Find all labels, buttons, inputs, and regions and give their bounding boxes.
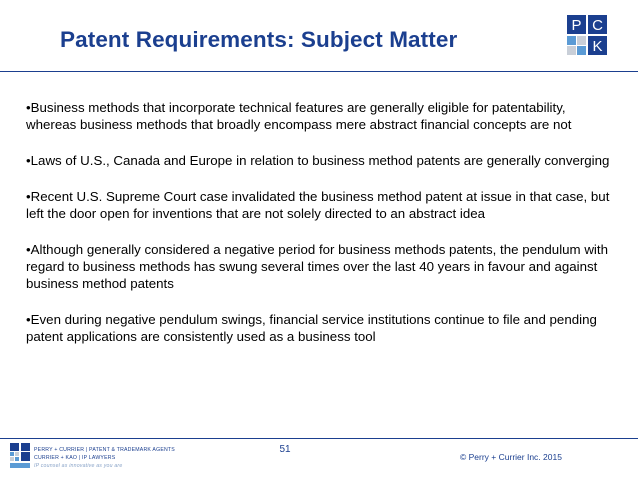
footer-divider: [0, 438, 638, 439]
slide-title: Patent Requirements: Subject Matter: [60, 27, 458, 52]
footer-logo-tile: [15, 452, 19, 456]
footer-logo-bar: [10, 463, 30, 468]
firm-line-1: PERRY + CURRIER | PATENT & TRADEMARK AGENTS: [34, 447, 175, 453]
logo-tile-grey-1: [577, 36, 586, 45]
logo-tile-grey-2: [567, 46, 576, 55]
footer-logo-square-k: [21, 452, 30, 461]
bullet-item: •Laws of U.S., Canada and Europe in relation to business method patents are generally converging: [26, 152, 610, 168]
bullet-item: •Business methods that incorporate technical features are generally eligible for patentability, whereas business methods that broadly encompass mere abstract financial concepts are not: [26, 100, 572, 133]
title-divider: [0, 71, 638, 72]
logo-letter-k: K: [592, 38, 603, 55]
footer-logo-square-c: [21, 443, 30, 451]
footer-logo-tile: [15, 457, 19, 461]
bullet-item: •Although generally considered a negative period for business methods patents, the pendulum with regard to business methods has swung several times over the last 40 years in favour and against business method patents: [26, 241, 608, 291]
logo-letter-c: C: [592, 17, 603, 34]
bullet-item: •Recent U.S. Supreme Court case invalidated the business method patent at issue in that case, but left the door open for inventions that are not solely directed to an abstract idea: [26, 188, 610, 221]
page-number: 51: [279, 444, 291, 455]
pck-logo: [567, 15, 607, 55]
footer-logo-tile: [10, 457, 14, 461]
bullet-list: [26, 99, 610, 364]
firm-line-2: CURRIER + KAO | IP LAWYERS: [34, 455, 116, 461]
firm-tagline: IP counsel as innovative as you are: [34, 463, 123, 469]
logo-letter-p: P: [571, 17, 582, 34]
firm-name-block: [34, 446, 175, 470]
footer-logo-square-p: [10, 443, 19, 451]
footer-pck-logo: [10, 443, 30, 469]
footer-logo-tile: [10, 452, 14, 456]
copyright-notice: © Perry + Currier Inc. 2015: [460, 452, 562, 462]
logo-tile-blue-1: [567, 36, 576, 45]
bullet-item: •Even during negative pendulum swings, financial service institutions continue to file and pending patent applications are consistently used as a business tool: [26, 311, 597, 344]
logo-tile-blue-2: [577, 46, 586, 55]
